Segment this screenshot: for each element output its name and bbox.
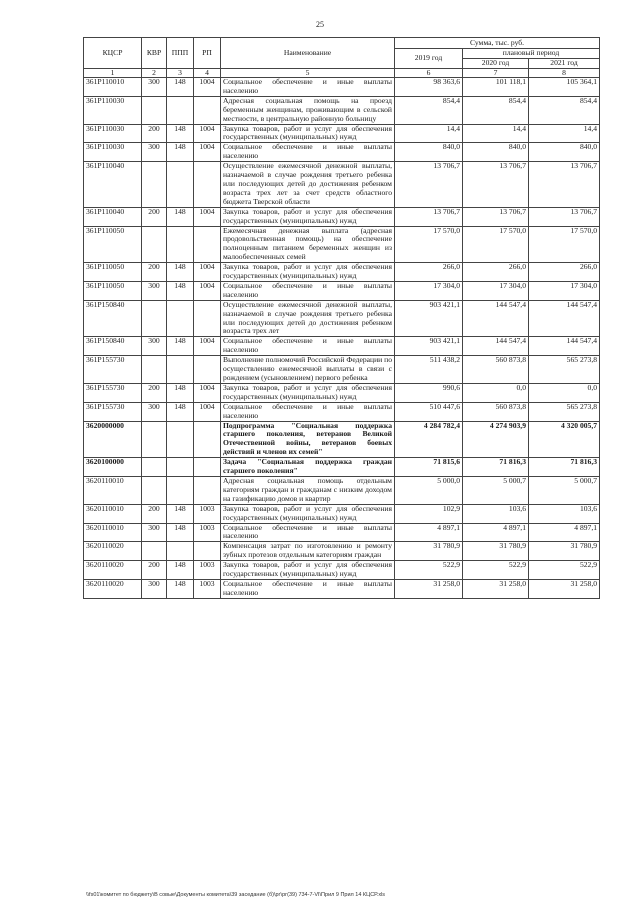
cell-kvr: [142, 162, 167, 208]
cell-rp: 1004: [194, 124, 221, 143]
cell-kcsr: 3620000000: [84, 421, 142, 458]
cell-ppp: [167, 542, 194, 561]
cell-rp: [194, 458, 221, 477]
column-index: 6: [395, 69, 463, 78]
cell-rp: 1004: [194, 383, 221, 402]
cell-rp: [194, 162, 221, 208]
cell-name: Социальное обеспечение и иные выплаты населению: [221, 523, 395, 542]
cell-kvr: 300: [142, 143, 167, 162]
cell-2021: 4 320 005,7: [529, 421, 600, 458]
cell-2019: 4 284 782,4: [395, 421, 463, 458]
table-row: [84, 96, 600, 124]
cell-2019: 990,6: [395, 383, 463, 402]
cell-ppp: [167, 421, 194, 458]
cell-2019: 102,9: [395, 504, 463, 523]
cell-kvr: [142, 542, 167, 561]
cell-name: Адресная социальная помощь на проезд беременным женщинам, проживающим в сельской местности, в центральную районную больницу: [221, 96, 395, 124]
cell-2021: 14,4: [529, 124, 600, 143]
table-row: [84, 356, 600, 384]
cell-kcsr: 361P155730: [84, 356, 142, 384]
cell-ppp: 148: [167, 402, 194, 421]
cell-2019: 522,9: [395, 561, 463, 580]
cell-kcsr: 361P110050: [84, 263, 142, 282]
cell-2019: 71 815,6: [395, 458, 463, 477]
cell-2021: 854,4: [529, 96, 600, 124]
cell-ppp: 148: [167, 561, 194, 580]
file-path-footer: \\fs01\комитет по бюджету\В совые\Документы комитета\39 заседание (б)\рг\рг(39) 734-7-VI\Прил 9 Прил 14 КЦСР.xls: [86, 892, 386, 898]
header-2020: 2020 год: [463, 59, 529, 69]
cell-ppp: 148: [167, 78, 194, 97]
table-row: [84, 402, 600, 421]
cell-name: Закупка товаров, работ и услуг для обеспечения государственных (муниципальных) нужд: [221, 124, 395, 143]
budget-table: [83, 37, 600, 599]
cell-2021: 565 273,8: [529, 356, 600, 384]
cell-2021: 17 304,0: [529, 281, 600, 300]
cell-2019: 854,4: [395, 96, 463, 124]
column-index-row: [84, 69, 600, 78]
cell-2020: 854,4: [463, 96, 529, 124]
cell-2019: 510 447,6: [395, 402, 463, 421]
table-row: [84, 337, 600, 356]
cell-kcsr: 361P110040: [84, 162, 142, 208]
table-row: [84, 124, 600, 143]
cell-2021: 13 706,7: [529, 207, 600, 226]
cell-kvr: [142, 96, 167, 124]
cell-2021: 144 547,4: [529, 300, 600, 337]
table-row: [84, 504, 600, 523]
table-row: [84, 458, 600, 477]
cell-2019: 903 421,1: [395, 300, 463, 337]
cell-2019: 840,0: [395, 143, 463, 162]
cell-kvr: 200: [142, 383, 167, 402]
cell-kcsr: 3620110010: [84, 523, 142, 542]
cell-name: Компенсация затрат по изготовлению и ремонту зубных протезов отдельным категориям граждан: [221, 542, 395, 561]
cell-ppp: 148: [167, 337, 194, 356]
cell-kvr: 200: [142, 263, 167, 282]
cell-kvr: 200: [142, 504, 167, 523]
cell-rp: [194, 300, 221, 337]
cell-name: Социальное обеспечение и иные выплаты населению: [221, 337, 395, 356]
cell-kvr: 300: [142, 402, 167, 421]
table-row: [84, 579, 600, 598]
cell-2019: 13 706,7: [395, 162, 463, 208]
cell-ppp: [167, 96, 194, 124]
column-index: 3: [167, 69, 194, 78]
cell-name: Адресная социальная помощь отдельным категориям граждан и гражданам с низким доходом на газификацию домов и квартир: [221, 476, 395, 504]
cell-name: Социальное обеспечение и иные выплаты населению: [221, 143, 395, 162]
cell-rp: 1004: [194, 143, 221, 162]
cell-rp: [194, 542, 221, 561]
cell-2021: 0,0: [529, 383, 600, 402]
cell-2020: 266,0: [463, 263, 529, 282]
table-row: [84, 542, 600, 561]
cell-kcsr: 361P155730: [84, 402, 142, 421]
cell-name: Социальное обеспечение и иные выплаты населению: [221, 402, 395, 421]
cell-kcsr: 361P150840: [84, 337, 142, 356]
cell-2019: 14,4: [395, 124, 463, 143]
cell-rp: [194, 421, 221, 458]
cell-rp: 1003: [194, 561, 221, 580]
cell-kvr: 200: [142, 207, 167, 226]
cell-ppp: [167, 226, 194, 263]
column-index: 7: [463, 69, 529, 78]
column-index: 8: [529, 69, 600, 78]
cell-rp: 1004: [194, 263, 221, 282]
cell-kvr: 300: [142, 579, 167, 598]
table-row: [84, 162, 600, 208]
cell-2020: 5 000,7: [463, 476, 529, 504]
table-body: [84, 78, 600, 599]
cell-2021: 103,6: [529, 504, 600, 523]
cell-kcsr: 361P110040: [84, 207, 142, 226]
cell-kvr: 300: [142, 78, 167, 97]
cell-2020: 522,9: [463, 561, 529, 580]
cell-2020: 14,4: [463, 124, 529, 143]
cell-kcsr: 361P150840: [84, 300, 142, 337]
table-row: [84, 78, 600, 97]
table-row: [84, 281, 600, 300]
cell-2019: 4 897,1: [395, 523, 463, 542]
cell-kcsr: 3620110020: [84, 579, 142, 598]
cell-name: Ежемесячная денежная выплата (адресная продовольственная помощь) на обеспечение полноценным питанием беременных женщин из малообеспеченных семей: [221, 226, 395, 263]
cell-2019: 31 258,0: [395, 579, 463, 598]
cell-kcsr: 361P110030: [84, 124, 142, 143]
cell-kvr: 300: [142, 281, 167, 300]
cell-rp: 1004: [194, 402, 221, 421]
cell-kvr: [142, 458, 167, 477]
cell-2021: 31 780,9: [529, 542, 600, 561]
cell-2019: 903 421,1: [395, 337, 463, 356]
cell-ppp: [167, 458, 194, 477]
cell-2021: 266,0: [529, 263, 600, 282]
cell-kcsr: 3620110020: [84, 542, 142, 561]
cell-ppp: 148: [167, 523, 194, 542]
cell-2020: 144 547,4: [463, 337, 529, 356]
table-row: [84, 476, 600, 504]
cell-2019: 266,0: [395, 263, 463, 282]
cell-2020: 71 816,3: [463, 458, 529, 477]
table-row: [84, 263, 600, 282]
cell-kcsr: 361P110050: [84, 281, 142, 300]
cell-2020: 4 897,1: [463, 523, 529, 542]
cell-ppp: 148: [167, 504, 194, 523]
cell-2020: 31 780,9: [463, 542, 529, 561]
cell-ppp: [167, 356, 194, 384]
cell-name: Закупка товаров, работ и услуг для обеспечения государственных (муниципальных) нужд: [221, 561, 395, 580]
cell-name: Осуществление ежемесячной денежной выплаты, назначаемой в случае рождения третьего ребенка или последующих детей до достижения ребенком возраста трех лет за счет средств областного бюджета Тверской области: [221, 162, 395, 208]
cell-ppp: [167, 162, 194, 208]
cell-kcsr: 3620100000: [84, 458, 142, 477]
cell-kcsr: 361P110050: [84, 226, 142, 263]
table-row: [84, 383, 600, 402]
cell-2020: 560 873,8: [463, 402, 529, 421]
cell-2019: 98 363,6: [395, 78, 463, 97]
cell-2020: 13 706,7: [463, 162, 529, 208]
cell-2019: 5 000,0: [395, 476, 463, 504]
cell-name: Закупка товаров, работ и услуг для обеспечения государственных (муниципальных) нужд: [221, 207, 395, 226]
cell-2020: 4 274 903,9: [463, 421, 529, 458]
cell-rp: 1004: [194, 337, 221, 356]
cell-ppp: 148: [167, 143, 194, 162]
cell-rp: 1004: [194, 281, 221, 300]
cell-name: Закупка товаров, работ и услуг для обеспечения государственных (муниципальных) нужд: [221, 504, 395, 523]
cell-name: Выполнение полномочий Российской Федерации по осуществлению ежемесячной выплаты в связи с рождением (усыновлением) первого ребенка: [221, 356, 395, 384]
cell-2020: 17 304,0: [463, 281, 529, 300]
cell-name: Социальное обеспечение и иные выплаты населению: [221, 579, 395, 598]
page-number: 25: [316, 20, 324, 29]
header-planned-period: плановый период: [463, 49, 600, 59]
cell-rp: 1003: [194, 579, 221, 598]
cell-kcsr: 3620110010: [84, 476, 142, 504]
cell-2021: 144 547,4: [529, 337, 600, 356]
cell-kvr: [142, 356, 167, 384]
table-row: [84, 561, 600, 580]
header-2021: 2021 год: [529, 59, 600, 69]
table-row: [84, 143, 600, 162]
column-index: 1: [84, 69, 142, 78]
cell-kvr: 300: [142, 337, 167, 356]
cell-2019: 17 570,0: [395, 226, 463, 263]
cell-2020: 144 547,4: [463, 300, 529, 337]
cell-2021: 31 258,0: [529, 579, 600, 598]
budget-table-wrapper: [83, 37, 599, 599]
cell-rp: 1003: [194, 504, 221, 523]
header-rp: РП: [194, 38, 221, 69]
cell-2021: 13 706,7: [529, 162, 600, 208]
table-row: [84, 523, 600, 542]
cell-2021: 565 273,8: [529, 402, 600, 421]
cell-rp: [194, 96, 221, 124]
cell-ppp: 148: [167, 124, 194, 143]
table-row: [84, 421, 600, 458]
cell-kvr: [142, 300, 167, 337]
cell-kvr: 300: [142, 523, 167, 542]
cell-name: Закупка товаров, работ и услуг для обеспечения государственных (муниципальных) нужд: [221, 263, 395, 282]
cell-2020: 101 118,1: [463, 78, 529, 97]
cell-kcsr: 361P110010: [84, 78, 142, 97]
cell-2020: 560 873,8: [463, 356, 529, 384]
header-2019: 2019 год: [395, 49, 463, 69]
cell-name: Социальное обеспечение и иные выплаты населению: [221, 281, 395, 300]
cell-kvr: 200: [142, 561, 167, 580]
cell-name: Подпрограмма "Социальная поддержка старшего поколения, ветеранов Великой Отечественной войны, ветеранов боевых действий и членов их семей": [221, 421, 395, 458]
cell-2021: 840,0: [529, 143, 600, 162]
cell-rp: [194, 226, 221, 263]
cell-ppp: [167, 476, 194, 504]
cell-ppp: 148: [167, 383, 194, 402]
cell-2019: 511 438,2: [395, 356, 463, 384]
cell-ppp: 148: [167, 263, 194, 282]
cell-2021: 522,9: [529, 561, 600, 580]
cell-2020: 0,0: [463, 383, 529, 402]
table-row: [84, 226, 600, 263]
cell-ppp: 148: [167, 281, 194, 300]
cell-2021: 17 570,0: [529, 226, 600, 263]
cell-kvr: [142, 476, 167, 504]
cell-2019: 31 780,9: [395, 542, 463, 561]
table-row: [84, 207, 600, 226]
table-header: [84, 38, 600, 78]
cell-kcsr: 3620110020: [84, 561, 142, 580]
cell-rp: [194, 476, 221, 504]
cell-name: Закупка товаров, работ и услуг для обеспечения государственных (муниципальных) нужд: [221, 383, 395, 402]
cell-kcsr: 3620110010: [84, 504, 142, 523]
header-name: Наименование: [221, 38, 395, 69]
column-index: 5: [221, 69, 395, 78]
cell-2021: 105 364,1: [529, 78, 600, 97]
cell-2020: 17 570,0: [463, 226, 529, 263]
cell-ppp: 148: [167, 207, 194, 226]
cell-kvr: [142, 421, 167, 458]
cell-2021: 71 816,3: [529, 458, 600, 477]
cell-2020: 103,6: [463, 504, 529, 523]
cell-2020: 840,0: [463, 143, 529, 162]
header-ppp: ППП: [167, 38, 194, 69]
header-sum-title: Сумма, тыс. руб.: [395, 38, 600, 49]
cell-rp: 1003: [194, 523, 221, 542]
cell-rp: 1004: [194, 78, 221, 97]
cell-rp: [194, 356, 221, 384]
cell-2020: 31 258,0: [463, 579, 529, 598]
column-index: 2: [142, 69, 167, 78]
cell-ppp: [167, 300, 194, 337]
cell-kcsr: 361P110030: [84, 96, 142, 124]
cell-2021: 4 897,1: [529, 523, 600, 542]
column-index: 4: [194, 69, 221, 78]
cell-2020: 13 706,7: [463, 207, 529, 226]
cell-kcsr: 361P155730: [84, 383, 142, 402]
cell-2019: 17 304,0: [395, 281, 463, 300]
cell-name: Задача "Социальная поддержка граждан старшего поколения": [221, 458, 395, 477]
cell-kvr: [142, 226, 167, 263]
cell-name: Социальное обеспечение и иные выплаты населению: [221, 78, 395, 97]
header-kvr: КВР: [142, 38, 167, 69]
cell-2021: 5 000,7: [529, 476, 600, 504]
cell-kcsr: 361P110030: [84, 143, 142, 162]
header-kcsr: КЦСР: [84, 38, 142, 69]
cell-kvr: 200: [142, 124, 167, 143]
table-row: [84, 300, 600, 337]
cell-ppp: 148: [167, 579, 194, 598]
cell-name: Осуществление ежемесячной денежной выплаты, назначаемой в случае рождения третьего ребенка или последующих детей до достижения ребенком возраста трех лет: [221, 300, 395, 337]
cell-2019: 13 706,7: [395, 207, 463, 226]
cell-rp: 1004: [194, 207, 221, 226]
